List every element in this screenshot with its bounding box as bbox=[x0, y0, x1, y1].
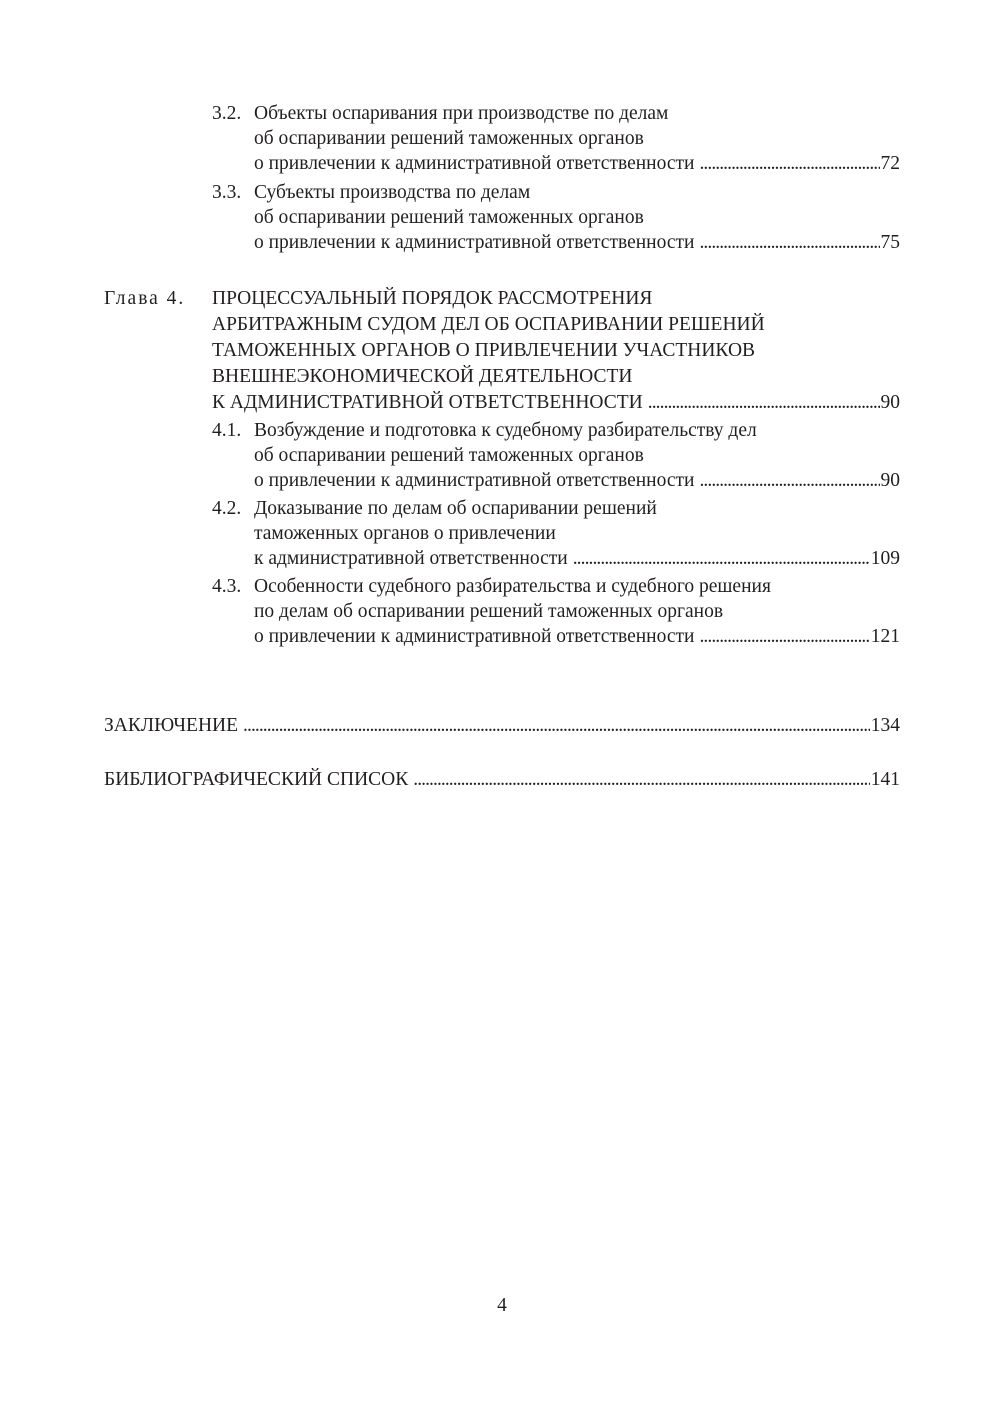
entry-title-line: Особенности судебного разбирательства и судебного решения bbox=[254, 576, 771, 597]
entry-last-line bbox=[254, 151, 900, 176]
entry-title-line: АРБИТРАЖНЫМ СУДОМ ДЕЛ ОБ ОСПАРИВАНИИ РЕШЕНИЙ bbox=[212, 314, 765, 335]
entry-title: БИБЛИОГРАФИЧЕСКИЙ СПИСОК bbox=[104, 769, 409, 790]
entry-title-line: об оспаривании решений таможенных органов bbox=[254, 445, 644, 466]
entry-title-line: о привлечении к административной ответственности bbox=[254, 153, 695, 174]
entry-title-line: ТАМОЖЕННЫХ ОРГАНОВ О ПРИВЛЕЧЕНИИ УЧАСТНИКОВ bbox=[212, 340, 756, 361]
entry-title-line: Объекты оспаривания при производстве по делам bbox=[254, 103, 669, 124]
section-number: 3.2. bbox=[212, 103, 242, 124]
dot-leader bbox=[699, 624, 869, 649]
section-number: 4.3. bbox=[212, 576, 242, 597]
entry-last-line bbox=[212, 390, 900, 415]
page-ref: 75 bbox=[880, 232, 900, 253]
entry-title-line: по делам об оспаривании решений таможенных органов bbox=[254, 601, 724, 622]
dot-leader bbox=[699, 468, 879, 493]
toc-entry-conclusion[interactable] bbox=[104, 713, 900, 738]
dot-leader bbox=[573, 546, 870, 571]
entry-title: ЗАКЛЮЧЕНИЕ bbox=[104, 715, 239, 736]
entry-title-line: Возбуждение и подготовка к судебному разбирательству дел bbox=[254, 420, 757, 441]
dot-leader bbox=[699, 151, 879, 176]
entry-title-line: Доказывание по делам об оспаривании решений bbox=[254, 498, 657, 519]
entry-title-line: таможенных органов о привлечении bbox=[254, 523, 556, 544]
entry-title-line: об оспаривании решений таможенных органов bbox=[254, 207, 644, 228]
page-ref: 121 bbox=[870, 626, 900, 647]
entry-title-line: о привлечении к административной ответственности bbox=[254, 470, 695, 491]
section-number: 4.1. bbox=[212, 420, 242, 441]
dot-leader bbox=[413, 767, 870, 792]
dot-leader bbox=[699, 230, 879, 255]
section-number: 4.2. bbox=[212, 498, 242, 519]
page-ref: 90 bbox=[880, 470, 900, 491]
entry-title-line: о привлечении к административной ответственности bbox=[254, 232, 695, 253]
page-ref: 109 bbox=[870, 548, 900, 569]
page-number: 4 bbox=[497, 1295, 507, 1316]
entry-title-line: об оспаривании решений таможенных органов bbox=[254, 128, 644, 149]
page-ref: 90 bbox=[880, 392, 900, 413]
page-ref: 134 bbox=[870, 715, 900, 736]
entry-last-line bbox=[254, 546, 900, 571]
section-number: 3.3. bbox=[212, 182, 242, 203]
entry-title-line: ВНЕШНЕЭКОНОМИЧЕСКОЙ ДЕЯТЕЛЬНОСТИ bbox=[212, 366, 633, 387]
entry-title-line: Субъекты производства по делам bbox=[254, 182, 531, 203]
entry-title-line: ПРОЦЕССУАЛЬНЫЙ ПОРЯДОК РАССМОТРЕНИЯ bbox=[212, 288, 653, 309]
entry-title-line: к административной ответственности bbox=[254, 548, 568, 569]
toc-entry-bibliography[interactable] bbox=[104, 767, 900, 792]
entry-last-line bbox=[254, 468, 900, 493]
entry-title-line: К АДМИНИСТРАТИВНОЙ ОТВЕТСТВЕННОСТИ bbox=[212, 392, 643, 413]
page-ref: 141 bbox=[870, 769, 900, 790]
dot-leader bbox=[243, 713, 870, 738]
chapter-label: Глава 4. bbox=[104, 288, 186, 309]
entry-last-line bbox=[254, 624, 900, 649]
entry-title-line: о привлечении к административной ответственности bbox=[254, 626, 695, 647]
dot-leader bbox=[648, 390, 880, 415]
page-ref: 72 bbox=[880, 153, 900, 174]
entry-last-line bbox=[254, 230, 900, 255]
